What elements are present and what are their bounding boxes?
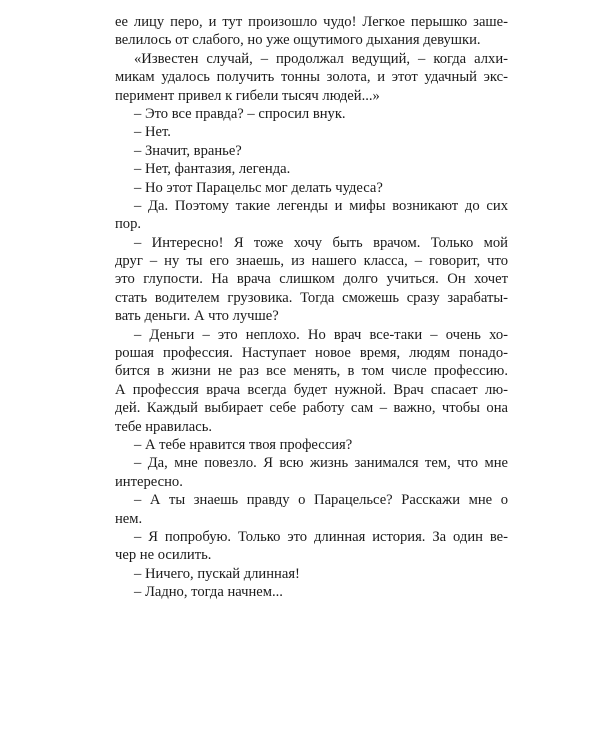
text-line: – Нет, фантазия, легенда. — [134, 161, 291, 178]
text-line: – Ничего, пускай длинная! — [134, 565, 300, 582]
text-line: рошая профессия. Наступает новое время, людям понадо- — [115, 345, 508, 362]
text-line: – Но этот Парацельс мог делать чудеса? — [134, 179, 383, 196]
text-line: интересно. — [115, 473, 183, 490]
text-line: нем. — [115, 510, 143, 527]
text-line: – Да. Поэтому такие легенды и мифы возникают до сих — [134, 197, 508, 214]
text-line: друг – ну ты его знаешь, из нашего класса, – говорит, что — [115, 253, 508, 270]
text-line: перимент привел к гибели тысяч людей...» — [115, 87, 380, 104]
text-line: стать водителем грузовика. Тогда сможешь сразу зарабаты- — [115, 289, 508, 306]
body-text — [115, 13, 508, 602]
text-line: чер не осилить. — [115, 547, 212, 564]
text-line: это глупости. На врача слишком долго учиться. Он хочет — [115, 271, 508, 288]
text-line: тебе нравилась. — [115, 418, 213, 435]
text-line: – Ладно, тогда начнем... — [134, 584, 283, 601]
text-line: – Нет. — [134, 124, 171, 141]
text-line: – Это все правда? – спросил внук. — [134, 105, 346, 122]
text-line: велилось от слабого, но уже ощутимого дыхания девушки. — [115, 32, 481, 49]
text-line: – Значит, вранье? — [134, 142, 242, 159]
text-line: «Известен случай, – продолжал ведущий, – когда алхи- — [134, 50, 508, 67]
text-line: ее лицу перо, и тут произошло чудо! Легкое перышко заше- — [115, 14, 508, 30]
text-line: пор. — [115, 216, 142, 233]
text-line: – Интересно! Я тоже хочу быть врачом. Только мой — [134, 234, 508, 251]
text-line: – Деньги – это неплохо. Но врач все-таки – очень хо- — [134, 326, 508, 343]
text-line: – Да, мне повезло. Я всю жизнь занимался тем, что мне — [134, 455, 508, 472]
text-line: дей. Каждый выбирает себе работу сам – важно, чтобы она — [115, 400, 508, 417]
text-line: – Я попробую. Только это длинная история. За один ве- — [134, 528, 508, 545]
text-line: бится в жизни не раз все менять, в том числе профессию. — [115, 363, 508, 380]
text-line: вать деньги. А что лучше? — [115, 308, 279, 325]
text-line: – А ты знаешь правду о Парацельсе? Расскажи мне о — [134, 492, 508, 509]
text-line: микам удалось получить тонны золота, и этот удачный экс- — [115, 69, 508, 86]
text-line: – А тебе нравится твоя профессия? — [134, 436, 353, 453]
text-line: А профессия врача всегда будет нужной. Врач спасает лю- — [115, 381, 508, 398]
